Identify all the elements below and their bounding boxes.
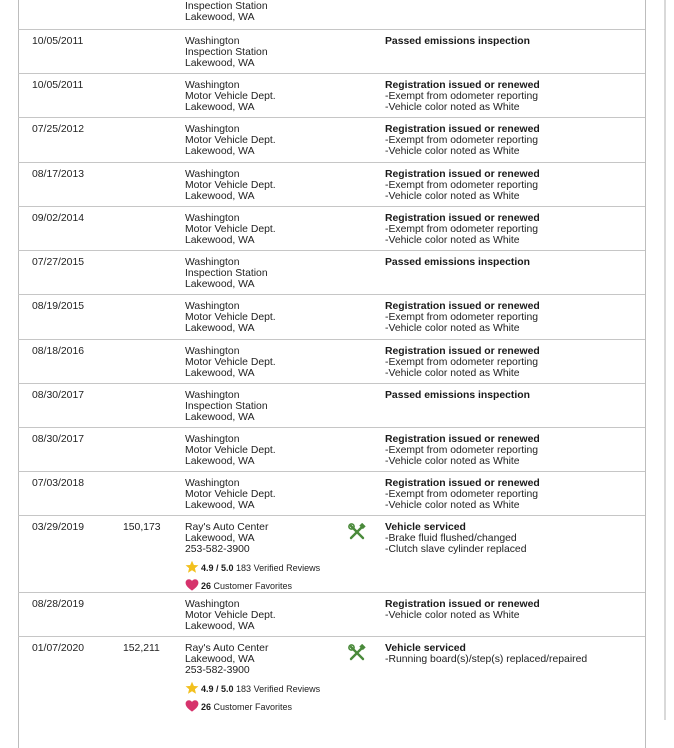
rating-score: 4.9 / 5.0 xyxy=(201,562,234,573)
comment-line: -Vehicle color noted as White xyxy=(385,191,520,203)
source-line: Motor Vehicle Dept. xyxy=(185,445,276,457)
comment-title: Registration issued or renewed xyxy=(385,346,540,357)
source-line: Motor Vehicle Dept. xyxy=(185,180,276,192)
rating-line xyxy=(185,560,320,574)
source-line: Inspection Station xyxy=(185,268,268,280)
comment-line: -Exempt from odometer reporting xyxy=(385,135,539,147)
history-row xyxy=(18,636,645,713)
row-date: 01/07/2020 xyxy=(32,643,85,654)
service-icon-wrap xyxy=(348,644,366,665)
source-line: Washington xyxy=(185,478,240,489)
comment-title: Registration issued or renewed xyxy=(385,169,540,180)
source-line: Washington xyxy=(185,80,240,91)
row-source xyxy=(185,36,268,70)
comment-line: -Running board(s)/step(s) replaced/repaired xyxy=(385,654,588,666)
row-source xyxy=(185,213,276,247)
source-line: Washington xyxy=(185,301,240,312)
source-line: Lakewood, WA xyxy=(185,146,255,158)
comment-title: Registration issued or renewed xyxy=(385,301,540,312)
comment-title: Registration issued or renewed xyxy=(385,80,540,91)
row-source xyxy=(185,124,276,158)
row-comments xyxy=(385,434,540,468)
history-row xyxy=(18,471,645,516)
source-line: Motor Vehicle Dept. xyxy=(185,312,276,324)
history-row xyxy=(18,117,645,163)
history-row xyxy=(18,73,645,118)
source-line: Washington xyxy=(185,213,240,224)
row-date: 07/25/2012 xyxy=(32,124,85,135)
comment-title: Registration issued or renewed xyxy=(385,434,540,445)
comment-title: Passed emissions inspection xyxy=(385,390,530,401)
row-source xyxy=(185,169,276,203)
row-date: 03/29/2019 xyxy=(32,522,85,533)
row-comments xyxy=(385,80,540,114)
comment-line: -Vehicle color noted as White xyxy=(385,368,520,380)
wrench-screwdriver-icon xyxy=(348,523,366,541)
comment-title: Registration issued or renewed xyxy=(385,478,540,489)
favorites-line xyxy=(185,699,320,713)
row-comments xyxy=(385,124,540,158)
row-source xyxy=(185,643,320,713)
source-line: Washington xyxy=(185,346,240,357)
source-line: Lakewood, WA xyxy=(185,412,255,424)
row-date: 08/17/2013 xyxy=(32,169,85,180)
comment-line: -Vehicle color noted as White xyxy=(385,456,520,468)
comment-line: -Exempt from odometer reporting xyxy=(385,445,539,457)
rating-score: 4.9 / 5.0 xyxy=(201,683,234,694)
source-line: Lakewood, WA xyxy=(185,58,255,70)
source-line: Ray's Auto Center xyxy=(185,643,269,654)
source-line: Lakewood, WA xyxy=(185,323,255,335)
source-line: Motor Vehicle Dept. xyxy=(185,357,276,369)
source-line: Motor Vehicle Dept. xyxy=(185,489,276,501)
comment-line: -Exempt from odometer reporting xyxy=(385,357,539,369)
source-line: 253-582-3900 xyxy=(185,544,250,556)
row-source xyxy=(185,599,276,633)
verified-reviews-link[interactable]: 183 Verified Reviews xyxy=(236,683,321,694)
row-source xyxy=(185,257,268,291)
row-odometer: 152,211 xyxy=(123,643,160,654)
source-line: Inspection Station xyxy=(185,47,268,59)
row-date: 08/30/2017 xyxy=(32,434,85,445)
source-line: Ray's Auto Center xyxy=(185,522,269,533)
row-source xyxy=(185,434,276,468)
row-date: 09/02/2014 xyxy=(32,213,85,224)
rating-line xyxy=(185,681,320,695)
history-row xyxy=(18,383,645,428)
source-line: Washington xyxy=(185,599,240,610)
source-line: Lakewood, WA xyxy=(185,368,255,380)
comment-line: -Vehicle color noted as White xyxy=(385,500,520,512)
comment-line: -Vehicle color noted as White xyxy=(385,323,520,335)
history-row xyxy=(18,339,645,384)
source-line: Lakewood, WA xyxy=(185,654,255,666)
comment-line: -Exempt from odometer reporting xyxy=(385,91,539,103)
comment-title: Passed emissions inspection xyxy=(385,36,530,47)
row-comments xyxy=(385,213,540,247)
source-line: Motor Vehicle Dept. xyxy=(185,224,276,236)
history-row xyxy=(18,162,645,207)
favorites-label: Customer Favorites xyxy=(213,701,293,712)
source-line: Motor Vehicle Dept. xyxy=(185,610,276,622)
comment-title: Registration issued or renewed xyxy=(385,124,540,135)
comment-line: -Exempt from odometer reporting xyxy=(385,489,539,501)
row-comments xyxy=(385,36,530,47)
history-row xyxy=(18,294,645,340)
comment-line: -Exempt from odometer reporting xyxy=(385,180,539,192)
comment-title: Vehicle serviced xyxy=(385,522,466,533)
row-comments xyxy=(385,478,540,512)
row-date: 07/27/2015 xyxy=(32,257,85,268)
row-comments xyxy=(385,599,540,621)
history-row xyxy=(18,29,645,74)
source-line: Lakewood, WA xyxy=(185,12,255,24)
row-comments xyxy=(385,390,530,401)
comment-title: Registration issued or renewed xyxy=(385,213,540,224)
source-line: Lakewood, WA xyxy=(185,279,255,291)
row-date: 08/19/2015 xyxy=(32,301,85,312)
source-line: Motor Vehicle Dept. xyxy=(185,91,276,103)
row-source xyxy=(185,478,276,512)
comment-line: -Vehicle color noted as White xyxy=(385,610,520,622)
source-line: Washington xyxy=(185,124,240,135)
row-source xyxy=(185,390,268,424)
row-source xyxy=(185,522,320,592)
comment-line: -Clutch slave cylinder replaced xyxy=(385,544,527,556)
source-line: Lakewood, WA xyxy=(185,533,255,545)
source-line: Lakewood, WA xyxy=(185,191,255,203)
row-odometer: 150,173 xyxy=(123,522,161,533)
service-icon-wrap xyxy=(348,523,366,544)
favorites-count: 26 xyxy=(201,701,212,712)
source-line: Lakewood, WA xyxy=(185,235,255,247)
source-line: Washington xyxy=(185,169,240,180)
row-source xyxy=(185,346,276,380)
heart-icon xyxy=(185,578,199,592)
history-row xyxy=(18,427,645,472)
row-comments xyxy=(385,522,527,556)
source-line: Washington xyxy=(185,390,240,401)
history-row xyxy=(18,592,645,637)
row-comments xyxy=(385,169,540,203)
source-line: Lakewood, WA xyxy=(185,500,255,512)
source-line: 253-582-3900 xyxy=(185,665,250,677)
row-comments xyxy=(385,346,540,380)
source-line: Motor Vehicle Dept. xyxy=(185,135,276,147)
comment-line: -Vehicle color noted as White xyxy=(385,146,520,158)
history-row xyxy=(18,0,645,29)
row-date: 10/05/2011 xyxy=(32,36,84,47)
row-date: 07/03/2018 xyxy=(32,478,85,489)
row-comments xyxy=(385,643,587,665)
favorites-line xyxy=(185,578,320,592)
row-source xyxy=(185,1,268,23)
comment-title: Registration issued or renewed xyxy=(385,599,540,610)
row-date: 08/28/2019 xyxy=(32,599,85,610)
heart-icon xyxy=(185,699,199,713)
source-line: Lakewood, WA xyxy=(185,102,255,114)
row-comments xyxy=(385,301,540,335)
source-line: Washington xyxy=(185,36,240,47)
favorites-count: 26 xyxy=(201,580,212,591)
source-line: Lakewood, WA xyxy=(185,621,255,633)
row-date: 08/30/2017 xyxy=(32,390,85,401)
comment-line: -Vehicle color noted as White xyxy=(385,102,520,114)
row-source xyxy=(185,301,276,335)
row-date: 10/05/2011 xyxy=(32,80,84,91)
row-source xyxy=(185,80,276,114)
source-line: Washington xyxy=(185,434,240,445)
comment-line: -Brake fluid flushed/changed xyxy=(385,533,517,545)
source-line: Washington xyxy=(185,257,240,268)
comment-title: Passed emissions inspection xyxy=(385,257,530,268)
comment-title: Vehicle serviced xyxy=(385,643,466,654)
verified-reviews-link[interactable]: 183 Verified Reviews xyxy=(236,562,321,573)
favorites-label: Customer Favorites xyxy=(213,580,293,591)
star-icon xyxy=(185,681,199,695)
comment-line: -Vehicle color noted as White xyxy=(385,235,520,247)
source-line: Lakewood, WA xyxy=(185,456,255,468)
page-edge xyxy=(664,0,666,720)
source-line: Inspection Station xyxy=(185,1,268,12)
comment-line: -Exempt from odometer reporting xyxy=(385,224,539,236)
row-comments xyxy=(385,257,530,268)
comment-line: -Exempt from odometer reporting xyxy=(385,312,539,324)
row-date: 08/18/2016 xyxy=(32,346,85,357)
history-row xyxy=(18,515,645,593)
history-row xyxy=(18,250,645,295)
star-icon xyxy=(185,560,199,574)
source-line: Inspection Station xyxy=(185,401,268,413)
wrench-screwdriver-icon xyxy=(348,644,366,662)
history-row xyxy=(18,206,645,251)
